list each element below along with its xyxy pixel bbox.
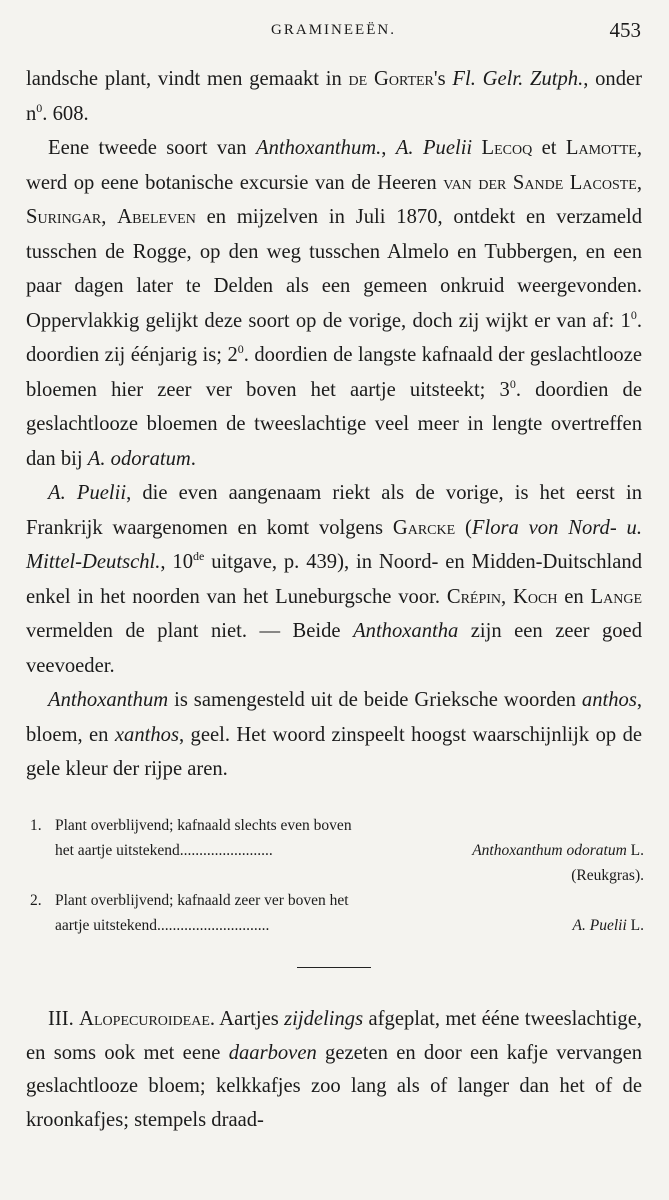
page-number: 453 bbox=[609, 18, 641, 42]
section-number: III. bbox=[48, 1008, 80, 1030]
section-alopecuroideae: III. Alopecuroideae. Aartjes zijdelings afgeplat, met éénе tweeslachtige, en soms ook met eene daarboven gezeten en door een kafje vervangen geslachtlooze bloem; kelkkafjes zoo lang als of langer dan het of de kroonkafjes; stempels draad- bbox=[26, 1008, 643, 1131]
key-number: 1. bbox=[30, 817, 42, 834]
section-divider bbox=[297, 967, 371, 968]
paragraph-continuation: landsche plant, vindt men gemaakt in de Gorter's Fl. Gelr. Zutph., onder $n^0$. 608. bbox=[26, 68, 643, 125]
section-name: Alopecuroideae bbox=[79, 1008, 210, 1030]
key-common-name: (Reukgras). bbox=[571, 867, 644, 884]
paragraph-etymology: Anthoxanthum is samengesteld uit de beide Grieksche woorden anthos, bloem, en xanthos, geel. Het woord zinspeelt hoogst waarschijnlijk op de gele kleur der rijpe aren. bbox=[26, 689, 643, 780]
key-taxon: Anthoxanthum odoratum L. bbox=[472, 842, 644, 859]
key-entry: 1. Plant overblijvend; kafnaald slechts even boven het aartje uitstekend........................ Anthoxanthum odoratum L. (Reukgras). bbox=[30, 813, 644, 888]
identification-key bbox=[30, 813, 644, 938]
paragraph-second-species: Eene tweede soort van Anthoxanthum., A. Puelii Lecoq et Lamotte, werd op eene botanische excursie van de Heeren van der Sande Lacoste, Suringar, Abeleven en mijzelven in Juli 1870, ontdekt en verzameld tusschen de Rogge, op den weg tusschen Almelo en Tubbergen, en een paar dagen later te Delden als een gemeen onkruid weergevonden. Oppervlakkig gelijkt deze soort op de vorige, doch zij wijkt er van af: $1^0$. doordien zij éénjarig is; $2^0$. doordien de langste kafnaald der geslachtlooze bloemen hier zeer ver boven het aartje uitsteekt; $3^0$. doordien de geslachtlooze bloemen de tweeslachtige veel meer in lengte overtreffen dan bij A. odoratum. bbox=[26, 137, 643, 470]
paragraph-puelii: A. Puelii, die even aangenaam riekt als de vorige, is het eerst in Frankrijk waargenomen en komt volgens Garcke (Flora von Nord- u. Mittel-Deutschl., 10de uitgave, p. 439), in Noord- en Midden-Duitschland enkel in het noorden van het Luneburgsche voor. Crépin, Koch en Lange vermelden de plant niet. — Beide Anthoxantha zijn een zeer goed veevoeder. bbox=[26, 482, 643, 677]
key-taxon: A. Puelii L. bbox=[572, 917, 644, 934]
key-number: 2. bbox=[30, 892, 42, 909]
body-text bbox=[26, 62, 642, 787]
key-entry: 2. Plant overblijvend; kafnaald zeer ver boven het aartje uitstekend............................. A. Puelii L. bbox=[30, 888, 644, 938]
page-header bbox=[26, 20, 641, 44]
running-title: GRAMINEEËN. bbox=[271, 22, 396, 38]
